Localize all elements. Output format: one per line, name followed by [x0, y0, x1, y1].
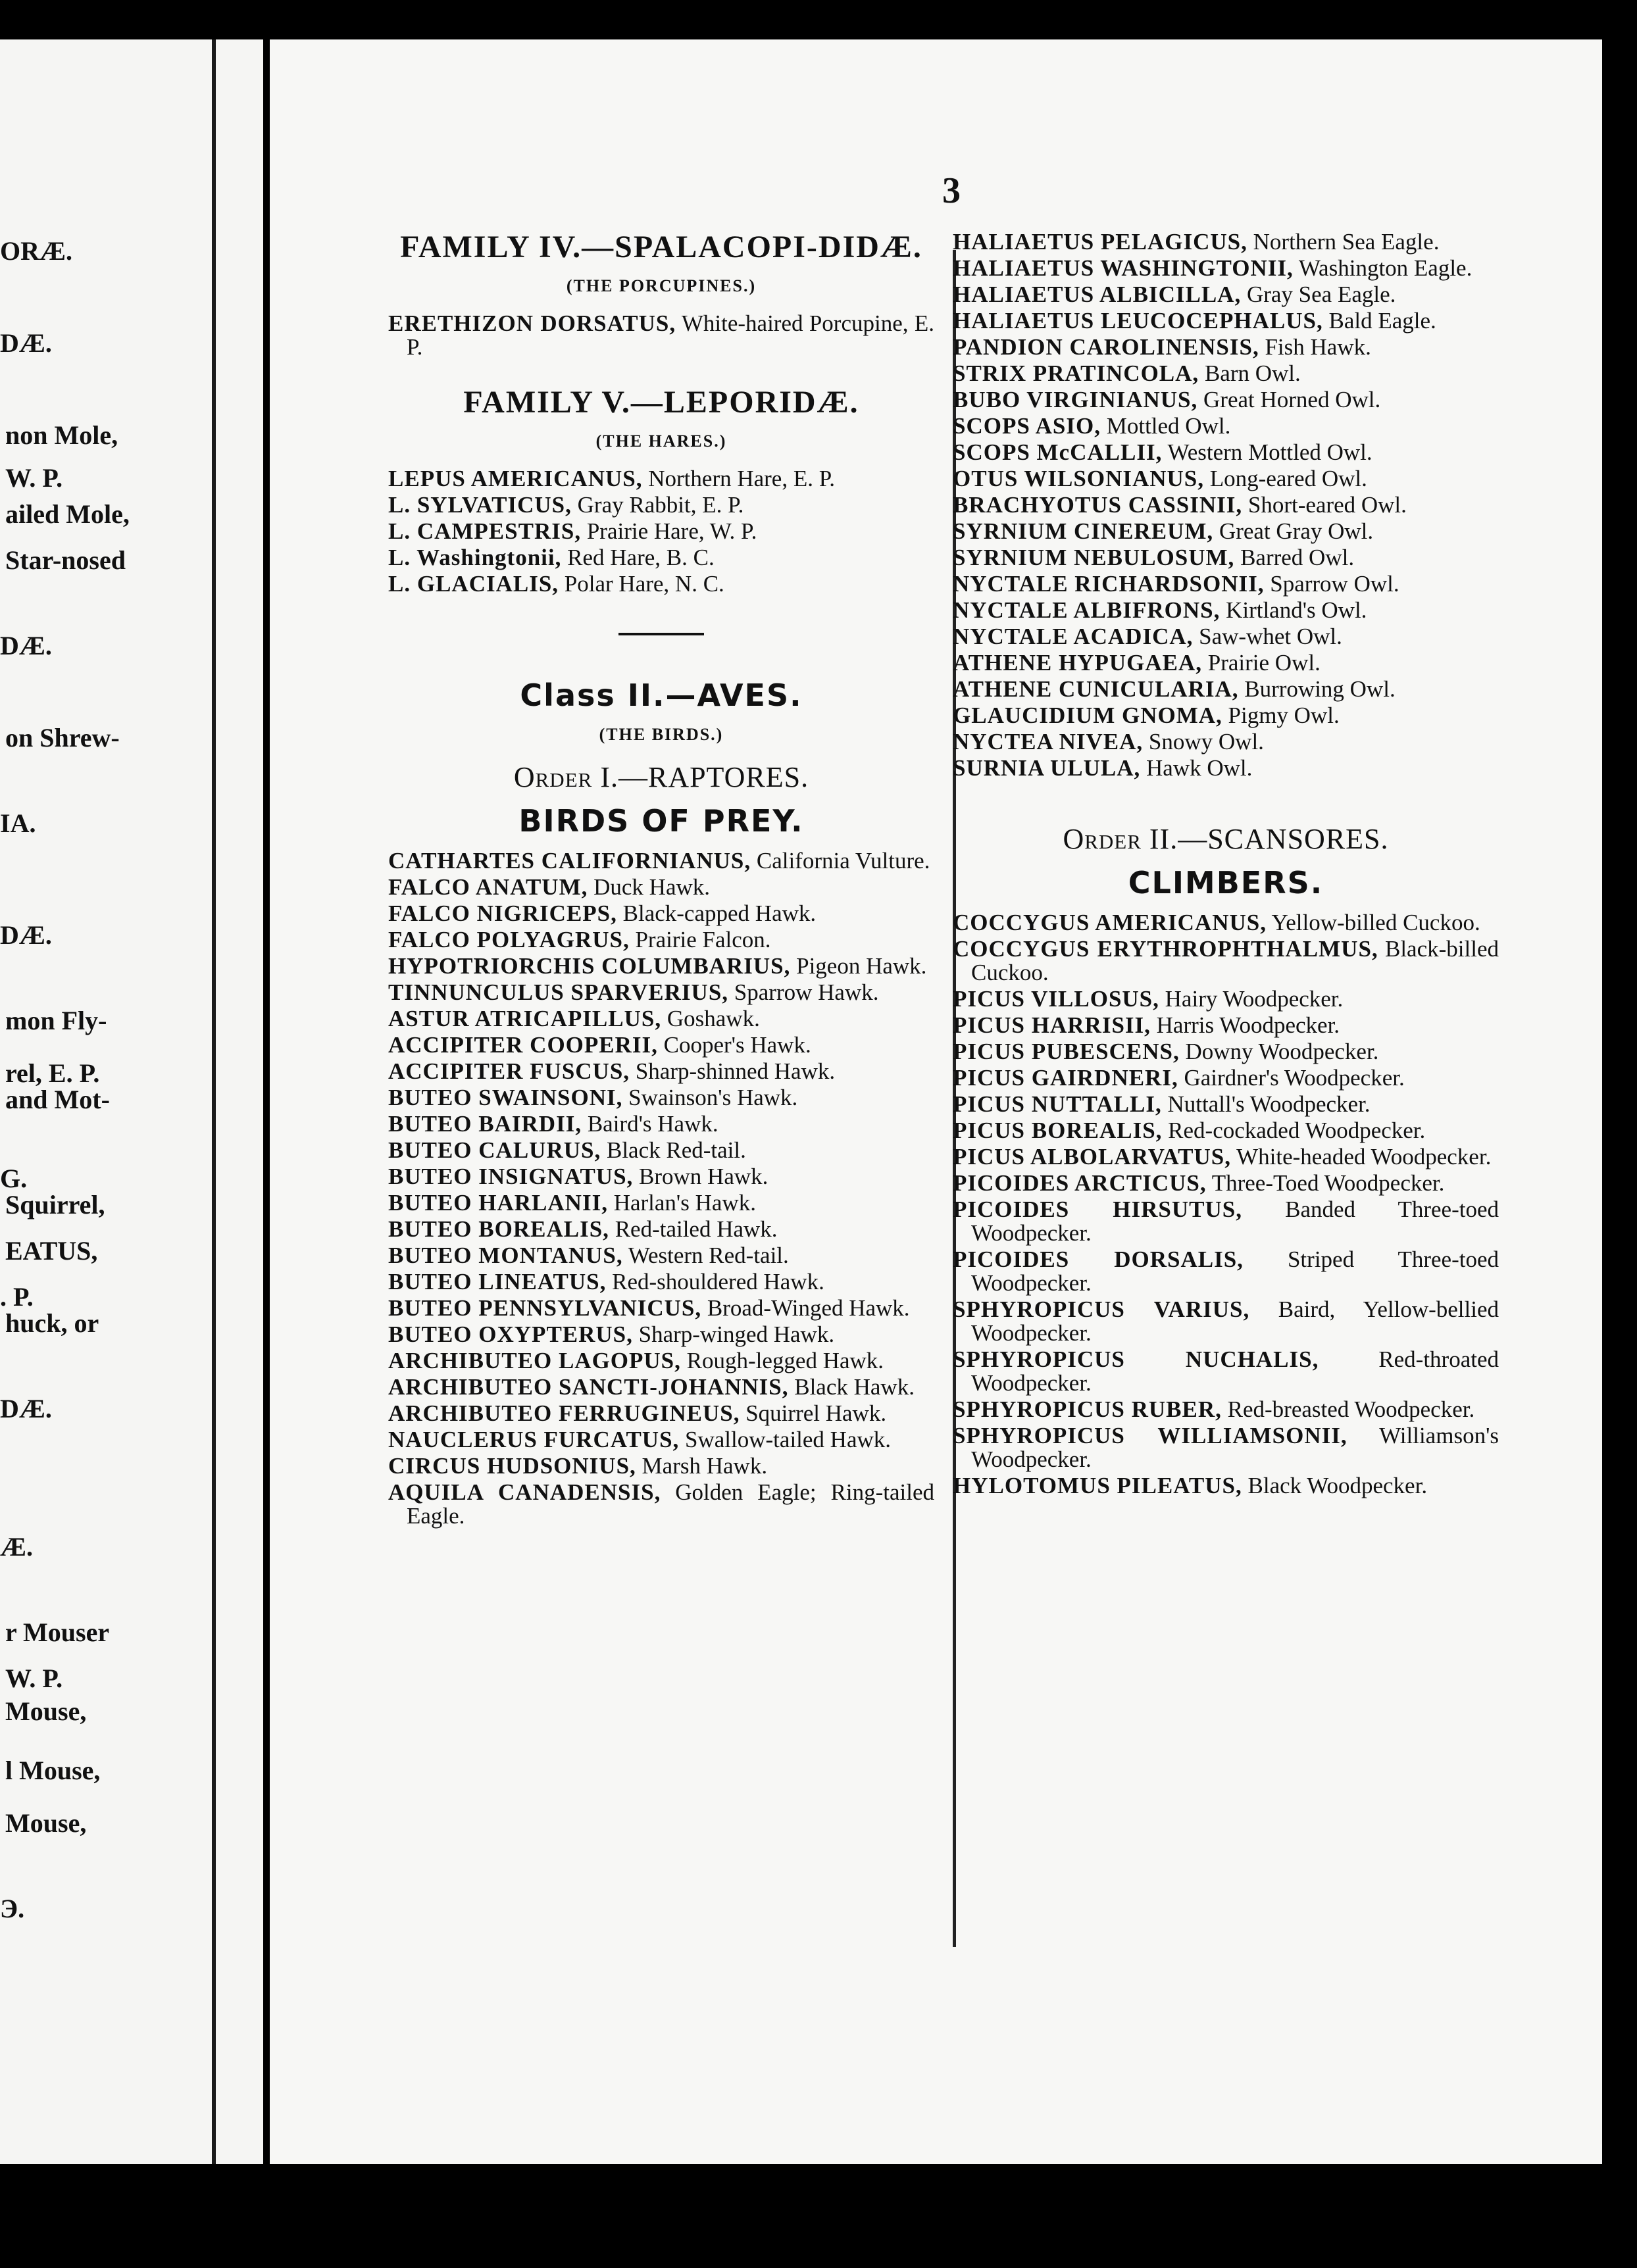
species-entry: [388, 849, 934, 873]
species-scientific-name: CIRCUS HUDSONIUS,: [388, 1453, 636, 1479]
species-common-name: Sparrow Owl.: [1270, 571, 1399, 597]
species-scientific-name: PICUS VILLOSUS,: [953, 986, 1159, 1012]
species-entry: [388, 1323, 934, 1346]
species-scientific-name: BUTEO LINEATUS,: [388, 1269, 607, 1294]
species-entry: [388, 902, 934, 925]
species-entry: [953, 678, 1499, 701]
species-entry: [953, 546, 1499, 570]
species-scientific-name: SPHYROPICUS RUBER,: [953, 1396, 1222, 1422]
family-v-list: [388, 467, 934, 596]
species-scientific-name: SPHYROPICUS VARIUS,: [953, 1296, 1250, 1322]
species-common-name: Brown Hawk.: [639, 1164, 768, 1189]
species-common-name: Northern Hare, E. P.: [648, 466, 836, 491]
species-common-name: Fish Hawk.: [1265, 334, 1371, 360]
species-entry: [953, 730, 1499, 754]
species-common-name: Northern Sea Eagle.: [1253, 229, 1440, 255]
species-scientific-name: BUTEO INSIGNATUS,: [388, 1164, 634, 1189]
species-scientific-name: L. CAMPESTRIS,: [388, 518, 582, 544]
species-scientific-name: HYLOTOMUS PILEATUS,: [953, 1473, 1242, 1498]
species-common-name: Saw-whet Owl.: [1199, 624, 1342, 649]
species-common-name: Western Mottled Owl.: [1167, 439, 1373, 465]
raptor-continued-list: [953, 230, 1499, 780]
species-entry: [953, 388, 1499, 412]
species-scientific-name: CATHARTES CALIFORNIANUS,: [388, 848, 751, 874]
species-entry: [388, 1191, 934, 1215]
species-entry: [953, 283, 1499, 307]
species-common-name: Great Horned Owl.: [1203, 387, 1381, 412]
species-common-name: Western Red-tail.: [628, 1243, 789, 1268]
species-common-name: Gairdner's Woodpecker.: [1184, 1065, 1405, 1091]
species-entry: [388, 1428, 934, 1452]
species-entry: [388, 1270, 934, 1294]
species-scientific-name: LEPUS AMERICANUS,: [388, 466, 643, 491]
order-i-prefix: Order: [513, 761, 593, 793]
species-scientific-name: PANDION CAROLINENSIS,: [953, 334, 1259, 360]
species-scientific-name: L. SYLVATICUS,: [388, 492, 572, 518]
species-scientific-name: BRACHYOTUS CASSINII,: [953, 492, 1243, 518]
order-i-common-name: BIRDS OF PREY.: [518, 803, 804, 839]
species-common-name: Hawk Owl.: [1146, 755, 1253, 781]
species-common-name: Great Gray Owl.: [1219, 518, 1374, 544]
species-common-name: Black Red-tail.: [606, 1137, 746, 1163]
species-common-name: Hairy Woodpecker.: [1165, 986, 1344, 1012]
species-scientific-name: NYCTEA NIVEA,: [953, 729, 1144, 754]
species-common-name: Striped Three-toed Woodpecker.: [971, 1246, 1499, 1296]
species-common-name: Prairie Owl.: [1207, 650, 1321, 676]
species-scientific-name: NYCTALE RICHARDSONII,: [953, 571, 1265, 597]
species-common-name: Red-tailed Hawk.: [615, 1216, 778, 1242]
order-i-list: [388, 849, 934, 1528]
species-scientific-name: FALCO NIGRICEPS,: [388, 900, 617, 926]
species-scientific-name: COCCYGUS AMERICANUS,: [953, 910, 1267, 935]
species-common-name: Barred Owl.: [1240, 545, 1355, 570]
species-entry: [388, 928, 934, 952]
species-scientific-name: BUTEO BAIRDII,: [388, 1111, 582, 1137]
left-page-fragment: ORÆ.: [0, 236, 72, 266]
species-scientific-name: ASTUR ATRICAPILLUS,: [388, 1006, 662, 1031]
species-entry: [953, 756, 1499, 780]
species-scientific-name: PICUS PUBESCENS,: [953, 1039, 1180, 1064]
page-fold: [212, 39, 216, 2164]
species-entry: [388, 1112, 934, 1136]
species-entry: [953, 1171, 1499, 1195]
species-scientific-name: ACCIPITER COOPERII,: [388, 1032, 658, 1058]
species-entry: [953, 599, 1499, 622]
species-scientific-name: HYPOTRIORCHIS COLUMBARIUS,: [388, 953, 791, 979]
species-entry: [953, 1474, 1499, 1498]
left-page-fragment: Mouse,: [5, 1808, 87, 1838]
species-common-name: Burrowing Owl.: [1244, 676, 1396, 702]
left-page-fragment: Star-nosed: [5, 545, 126, 575]
species-scientific-name: GLAUCIDIUM GNOMA,: [953, 703, 1222, 728]
species-common-name: Prairie Hare, W. P.: [586, 518, 757, 544]
species-entry: [953, 1248, 1499, 1295]
species-entry: [953, 1066, 1499, 1090]
species-entry: [953, 651, 1499, 675]
species-entry: [953, 441, 1499, 464]
family-iv-subtitle: (THE PORCUPINES.): [566, 276, 757, 295]
species-entry: [388, 520, 934, 543]
species-scientific-name: HALIAETUS ALBICILLA,: [953, 282, 1242, 307]
species-common-name: Gray Rabbit, E. P.: [577, 492, 744, 518]
species-scientific-name: ACCIPITER FUSCUS,: [388, 1058, 630, 1084]
species-common-name: Swallow-tailed Hawk.: [685, 1427, 892, 1452]
species-entry: [953, 1040, 1499, 1064]
species-common-name: Sparrow Hawk.: [734, 979, 879, 1005]
species-scientific-name: PICOIDES DORSALIS,: [953, 1246, 1244, 1272]
left-page-fragment: DÆ.: [0, 920, 52, 950]
species-entry: [388, 981, 934, 1004]
species-scientific-name: PICUS HARRISII,: [953, 1012, 1151, 1038]
species-common-name: Squirrel Hawk.: [745, 1400, 887, 1426]
species-entry: [953, 1348, 1499, 1395]
species-entry: [388, 1349, 934, 1373]
species-scientific-name: PICUS ALBOLARVATUS,: [953, 1144, 1231, 1170]
species-scientific-name: ERETHIZON DORSATUS,: [388, 310, 676, 336]
species-scientific-name: ATHENE HYPUGAEA,: [953, 650, 1202, 676]
species-common-name: Marsh Hawk.: [642, 1453, 768, 1479]
species-scientific-name: ARCHIBUTEO FERRUGINEUS,: [388, 1400, 740, 1426]
species-scientific-name: SPHYROPICUS NUCHALIS,: [953, 1346, 1319, 1372]
species-scientific-name: SURNIA ULULA,: [953, 755, 1141, 781]
species-scientific-name: BUTEO SWAINSONI,: [388, 1085, 623, 1110]
species-scientific-name: FALCO POLYAGRUS,: [388, 927, 630, 952]
species-entry: [953, 414, 1499, 438]
left-page-fragment: rel, E. P.: [5, 1058, 100, 1088]
species-entry: [953, 467, 1499, 491]
left-page-fragment: DÆ.: [0, 328, 52, 358]
species-entry: [953, 625, 1499, 649]
species-entry: [953, 572, 1499, 596]
species-scientific-name: BUBO VIRGINIANUS,: [953, 387, 1198, 412]
species-entry: [953, 520, 1499, 543]
species-common-name: Broad-Winged Hawk.: [707, 1295, 910, 1321]
species-scientific-name: BUTEO BOREALIS,: [388, 1216, 609, 1242]
species-common-name: Harlan's Hawk.: [613, 1190, 756, 1216]
species-common-name: Duck Hawk.: [593, 874, 711, 900]
species-entry: [388, 1244, 934, 1268]
species-common-name: Downy Woodpecker.: [1185, 1039, 1379, 1064]
species-scientific-name: NYCTALE ACADICA,: [953, 624, 1194, 649]
species-common-name: Washington Eagle.: [1298, 255, 1473, 281]
species-scientific-name: ATHENE CUNICULARIA,: [953, 676, 1239, 702]
species-entry: [388, 1454, 934, 1478]
species-entry: [953, 937, 1499, 985]
left-page-fragment: EATUS,: [5, 1236, 98, 1266]
left-page-fragment: W. P.: [5, 1664, 63, 1693]
species-common-name: Prairie Falcon.: [635, 927, 771, 952]
species-entry: [388, 1296, 934, 1320]
species-common-name: Rough-legged Hawk.: [686, 1348, 884, 1373]
species-entry: [953, 335, 1499, 359]
family-iv-list: [388, 312, 934, 359]
class-subtitle: (THE BIRDS.): [599, 725, 724, 744]
order-i-name: I.—RAPTORES.: [600, 761, 809, 793]
species-entry: [953, 1093, 1499, 1116]
species-common-name: Harris Woodpecker.: [1156, 1012, 1340, 1038]
species-entry: [388, 1033, 934, 1057]
species-scientific-name: L. GLACIALIS,: [388, 571, 559, 597]
species-scientific-name: SYRNIUM CINEREUM,: [953, 518, 1214, 544]
species-common-name: Swainson's Hawk.: [628, 1085, 798, 1110]
species-entry: [388, 954, 934, 978]
species-common-name: Yellow-billed Cuckoo.: [1271, 910, 1480, 935]
species-scientific-name: SCOPS McCALLII,: [953, 439, 1163, 465]
species-common-name: Nuttall's Woodpecker.: [1167, 1091, 1371, 1117]
left-page-fragment: Æ.: [0, 1532, 33, 1562]
order-ii-prefix: Order: [1063, 823, 1142, 855]
species-entry: [388, 1481, 934, 1528]
species-entry: [953, 493, 1499, 517]
left-page-fragment: DÆ.: [0, 1394, 52, 1423]
species-entry: [388, 1060, 934, 1083]
left-page-fragment: DÆ.: [0, 631, 52, 660]
species-common-name: Sharp-shinned Hawk.: [635, 1058, 836, 1084]
species-scientific-name: BUTEO CALURUS,: [388, 1137, 601, 1163]
species-common-name: Black Woodpecker.: [1247, 1473, 1428, 1498]
page-number: 3: [942, 170, 961, 211]
species-entry: [953, 704, 1499, 727]
species-common-name: White-haired Porcupine, E. P.: [407, 310, 934, 360]
species-entry: [388, 875, 934, 899]
species-entry: [388, 1086, 934, 1110]
species-scientific-name: PICOIDES ARCTICUS,: [953, 1170, 1207, 1196]
species-scientific-name: PICUS BOREALIS,: [953, 1118, 1163, 1143]
species-scientific-name: SYRNIUM NEBULOSUM,: [953, 545, 1235, 570]
left-page-fragment: Mouse,: [5, 1696, 87, 1726]
left-page-fragment: huck, or: [5, 1308, 99, 1338]
species-entry: [388, 1218, 934, 1241]
species-common-name: Mottled Owl.: [1106, 413, 1231, 439]
species-common-name: Black-billed Cuckoo.: [971, 936, 1499, 985]
class-title: Class II.—AVES.: [520, 678, 803, 713]
species-common-name: Short-eared Owl.: [1247, 492, 1407, 518]
species-entry: [953, 362, 1499, 385]
species-scientific-name: COCCYGUS ERYTHROPHTHALMUS,: [953, 936, 1378, 962]
species-entry: [388, 1375, 934, 1399]
left-page-fragment: . P.: [0, 1282, 34, 1312]
species-scientific-name: BUTEO MONTANUS,: [388, 1243, 623, 1268]
species-common-name: Long-eared Owl.: [1209, 466, 1367, 491]
species-common-name: Sharp-winged Hawk.: [638, 1321, 835, 1347]
species-entry: [953, 1398, 1499, 1421]
species-entry: [388, 572, 934, 596]
left-column: [388, 230, 934, 1531]
species-scientific-name: AQUILA CANADENSIS,: [388, 1479, 661, 1505]
species-common-name: Kirtland's Owl.: [1226, 597, 1367, 623]
left-page-fragment: Э.: [0, 1894, 25, 1923]
left-page-fragment: ailed Mole,: [5, 499, 130, 529]
species-common-name: Pigeon Hawk.: [796, 953, 927, 979]
species-common-name: Baird's Hawk.: [587, 1111, 718, 1137]
species-common-name: Williamson's Woodpecker.: [971, 1423, 1499, 1472]
species-scientific-name: HALIAETUS WASHINGTONII,: [953, 255, 1294, 281]
species-scientific-name: TINNUNCULUS SPARVERIUS,: [388, 979, 729, 1005]
order-i-title: [388, 760, 934, 794]
order-ii-title: [953, 822, 1499, 856]
left-page-fragment: Squirrel,: [5, 1190, 105, 1220]
species-common-name: Goshawk.: [667, 1006, 760, 1031]
species-entry: [953, 1145, 1499, 1169]
species-entry: [953, 257, 1499, 280]
species-scientific-name: PICUS GAIRDNERI,: [953, 1065, 1178, 1091]
species-entry: [388, 1165, 934, 1189]
family-v-title: FAMILY V.—LEPORIDÆ.: [463, 385, 859, 420]
species-entry: [388, 312, 934, 359]
species-entry: [388, 546, 934, 570]
left-page-fragment: l Mouse,: [5, 1756, 101, 1785]
species-scientific-name: BUTEO HARLANII,: [388, 1190, 608, 1216]
species-scientific-name: BUTEO OXYPTERUS,: [388, 1321, 633, 1347]
species-scientific-name: HALIAETUS LEUCOCEPHALUS,: [953, 308, 1323, 333]
species-common-name: Black Hawk.: [794, 1374, 915, 1400]
species-common-name: Red-breasted Woodpecker.: [1227, 1396, 1475, 1422]
species-common-name: Snowy Owl.: [1148, 729, 1264, 754]
species-entry: [953, 1014, 1499, 1037]
species-scientific-name: PICOIDES HIRSUTUS,: [953, 1196, 1242, 1222]
species-common-name: Red-cockaded Woodpecker.: [1168, 1118, 1426, 1143]
order-ii-list: [953, 911, 1499, 1498]
species-common-name: Black-capped Hawk.: [622, 900, 817, 926]
species-entry: [388, 1007, 934, 1031]
right-column: [953, 230, 1499, 1500]
left-page-fragment: IA.: [0, 808, 36, 838]
species-common-name: Banded Three-toed Woodpecker.: [971, 1196, 1499, 1246]
species-entry: [953, 911, 1499, 935]
species-common-name: Three-Toed Woodpecker.: [1211, 1170, 1445, 1196]
species-scientific-name: BUTEO PENNSYLVANICUS,: [388, 1295, 702, 1321]
species-common-name: Baird, Yellow-bellied Woodpecker.: [971, 1296, 1499, 1346]
species-common-name: Polar Hare, N. C.: [564, 571, 724, 597]
species-entry: [953, 1119, 1499, 1143]
species-entry: [388, 467, 934, 491]
left-page-fragment: on Shrew-: [5, 723, 120, 752]
species-common-name: Golden Eagle; Ring-tailed Eagle.: [407, 1479, 935, 1529]
species-common-name: Barn Owl.: [1204, 360, 1301, 386]
species-scientific-name: SCOPS ASIO,: [953, 413, 1101, 439]
species-entry: [388, 493, 934, 517]
left-page-fragment: G.: [0, 1164, 28, 1193]
family-v-subtitle: (THE HARES.): [595, 431, 727, 451]
species-scientific-name: HALIAETUS PELAGICUS,: [953, 229, 1247, 255]
left-page-fragment: and Mot-: [5, 1085, 110, 1114]
species-scientific-name: L. Washingtonii,: [388, 545, 562, 570]
species-common-name: Cooper's Hawk.: [663, 1032, 811, 1058]
species-scientific-name: OTUS WILSONIANUS,: [953, 466, 1205, 491]
species-common-name: White-headed Woodpecker.: [1236, 1144, 1492, 1170]
species-common-name: Red-throated Woodpecker.: [971, 1346, 1499, 1396]
species-entry: [953, 309, 1499, 333]
species-entry: [953, 987, 1499, 1011]
species-scientific-name: NAUCLERUS FURCATUS,: [388, 1427, 680, 1452]
section-rule: [618, 633, 704, 635]
species-scientific-name: ARCHIBUTEO LAGOPUS,: [388, 1348, 681, 1373]
left-page-fragment: non Mole,: [5, 420, 118, 450]
species-common-name: Gray Sea Eagle.: [1246, 282, 1396, 307]
species-common-name: California Vulture.: [756, 848, 930, 874]
left-page-fragment: mon Fly-: [5, 1006, 107, 1035]
order-ii-common-name: CLIMBERS.: [1128, 865, 1324, 900]
species-scientific-name: NYCTALE ALBIFRONS,: [953, 597, 1221, 623]
species-entry: [953, 1298, 1499, 1345]
species-common-name: Red-shouldered Hawk.: [612, 1269, 824, 1294]
species-scientific-name: STRIX PRATINCOLA,: [953, 360, 1199, 386]
species-entry: [953, 1198, 1499, 1245]
species-common-name: Red Hare, B. C.: [567, 545, 715, 570]
species-entry: [388, 1402, 934, 1425]
species-common-name: Pigmy Owl.: [1228, 703, 1340, 728]
species-entry: [953, 1424, 1499, 1471]
species-scientific-name: ARCHIBUTEO SANCTI-JOHANNIS,: [388, 1374, 789, 1400]
species-scientific-name: FALCO ANATUM,: [388, 874, 588, 900]
species-entry: [953, 230, 1499, 254]
left-page-fragment: r Mouser: [5, 1617, 110, 1647]
species-common-name: Bald Eagle.: [1328, 308, 1436, 333]
species-scientific-name: SPHYROPICUS WILLIAMSONII,: [953, 1423, 1347, 1448]
species-scientific-name: PICUS NUTTALLI,: [953, 1091, 1162, 1117]
species-entry: [388, 1139, 934, 1162]
family-iv-title: FAMILY IV.—SPALACOPI-DIDÆ.: [400, 230, 922, 264]
order-ii-name: II.—SCANSORES.: [1149, 823, 1389, 855]
left-page-fragment: W. P.: [5, 463, 63, 493]
